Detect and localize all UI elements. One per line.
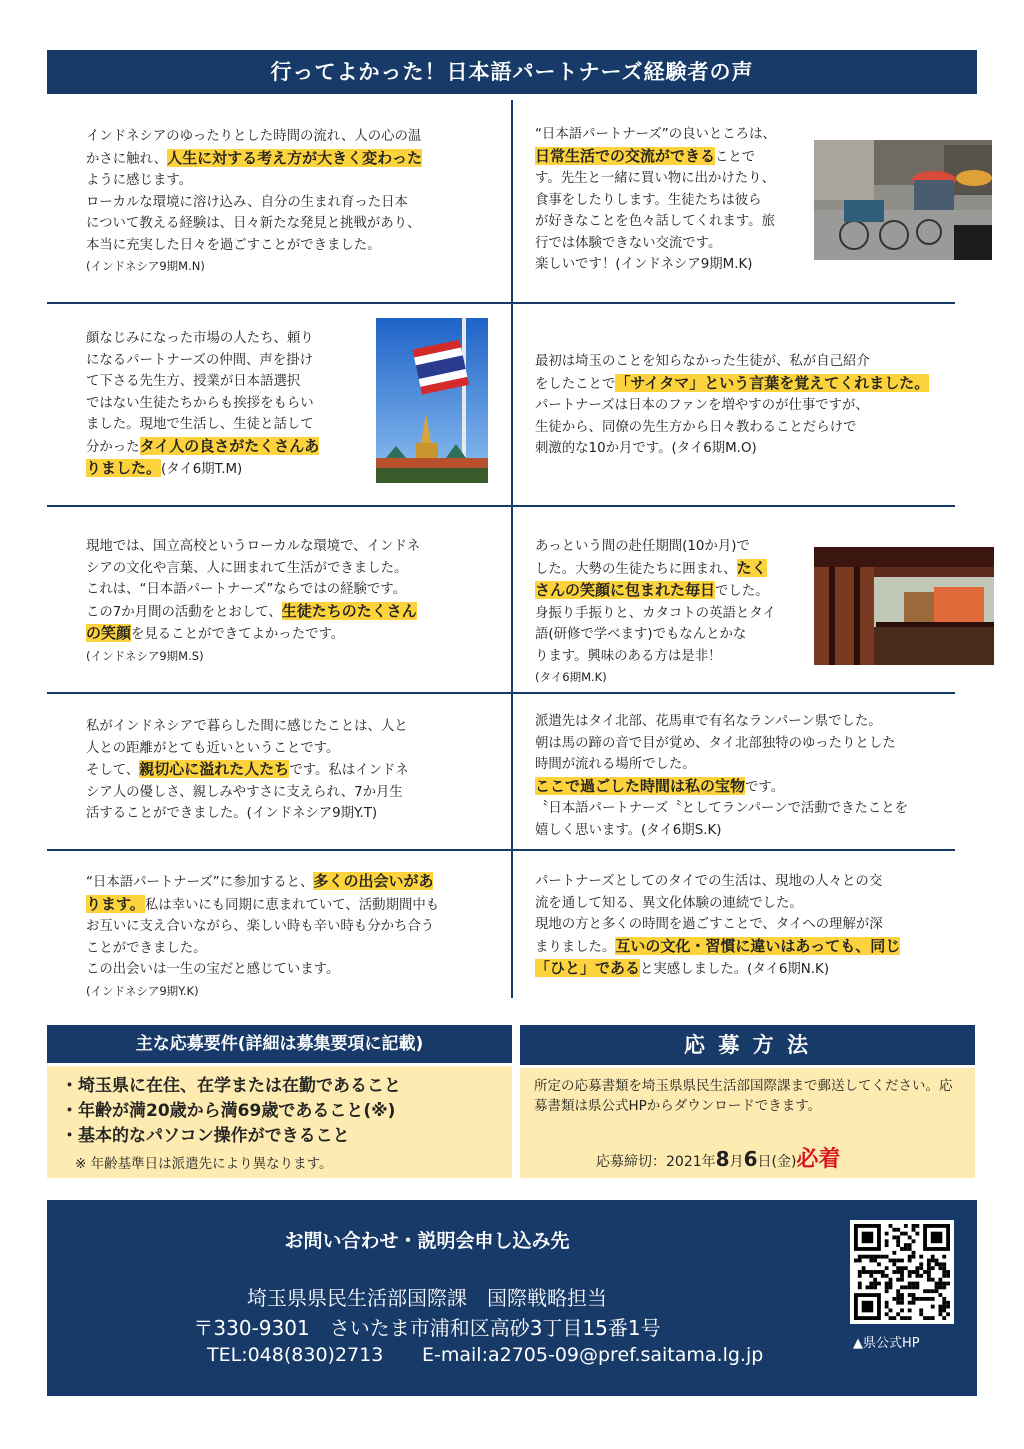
body-text: 食事をしたりします。生徒たちは彼ら xyxy=(535,192,762,208)
deadline-day-unit: 日 xyxy=(757,1154,772,1170)
testimonial-line xyxy=(535,168,815,190)
testimonial xyxy=(535,351,965,460)
testimonial-line xyxy=(86,938,506,960)
body-text: です。私はインドネ xyxy=(289,763,409,778)
testimonial-line xyxy=(86,871,506,894)
testimonial-line xyxy=(86,738,496,760)
testimonial-line xyxy=(86,350,376,372)
contact-address: 〒330-9301 さいたま市浦和区高砂3丁目15番1号 xyxy=(193,1316,661,1340)
body-text: 最初は埼玉のことを知らなかった生徒が、私が自己紹介 xyxy=(535,354,870,369)
body-text: 嬉しく思います。(タイ6期S.K) xyxy=(535,822,722,838)
body-text: ことができました。 xyxy=(86,940,207,956)
row-divider xyxy=(47,302,955,304)
body-text: “日本語パートナーズ”の良いところは、 xyxy=(535,127,776,142)
testimonial-line xyxy=(86,126,496,148)
body-text: 派遣先はタイ北部、花馬車で有名なランパーン県でした。 xyxy=(535,714,882,729)
testimonial-line xyxy=(86,414,376,436)
testimonial-line xyxy=(86,436,376,459)
body-text: (タイ6期T.M) xyxy=(161,462,243,477)
testimonial-line xyxy=(535,254,815,276)
body-text: 楽しいです！(インドネシア9期M.K) xyxy=(535,257,753,272)
body-text: パートナーズは日本のファンを増やすのが仕事ですが、 xyxy=(535,398,869,413)
testimonial-line xyxy=(535,603,815,625)
highlight-text: たく xyxy=(736,558,767,577)
body-text: 〝日本語パートナーズ〝としてランパーンで活動できたことを xyxy=(535,801,909,816)
deadline-month-unit: 月 xyxy=(729,1154,744,1170)
thai-flag-temple-photo xyxy=(376,318,488,483)
veranda-photo xyxy=(814,547,994,665)
testimonial-line xyxy=(535,624,815,646)
testimonial-line xyxy=(86,393,376,415)
body-text: 朝は馬の蹄の音で目が覚め、タイ北部独特のゆったりとした xyxy=(535,735,896,751)
body-text: をしたことで xyxy=(535,376,616,392)
testimonial-line xyxy=(535,558,815,581)
testimonial-line xyxy=(535,233,815,255)
testimonial-line xyxy=(535,438,965,460)
body-text: について教える経験は、日々新たな発見と挑戦があり、 xyxy=(86,216,421,231)
body-text: あっという間の赴任期間(10か月)で xyxy=(535,539,750,554)
qr-code-icon[interactable] xyxy=(850,1220,954,1324)
testimonial-line xyxy=(86,558,496,580)
testimonial xyxy=(86,716,496,825)
testimonial-line xyxy=(535,711,970,733)
requirements-box xyxy=(47,1066,512,1178)
highlight-text: の笑顔 xyxy=(86,624,132,642)
body-text: パートナーズとしてのタイでの生活は、現地の人々との交 xyxy=(535,874,883,889)
requirements-list xyxy=(61,1074,401,1149)
body-text: 分かった xyxy=(86,439,140,455)
testimonial-line xyxy=(535,536,815,558)
body-text: 行では体験できない交流です。 xyxy=(535,235,722,251)
testimonial-line xyxy=(535,733,970,755)
testimonial-line xyxy=(535,820,970,842)
requirement-item: ・基本的なパソコン操作ができること xyxy=(61,1126,350,1146)
testimonial-signature: (タイ6期M.K) xyxy=(535,670,607,684)
testimonial-line xyxy=(86,782,496,804)
body-text: になるパートナーズの仲間、声を掛け xyxy=(86,352,313,368)
contact-tel: TEL:048(830)2713 xyxy=(207,1344,384,1366)
deadline-weekday: (金) xyxy=(771,1154,797,1170)
testimonial-line xyxy=(535,893,955,915)
testimonial-line xyxy=(535,936,955,959)
section-header xyxy=(47,50,977,94)
body-text: かさに触れ、 xyxy=(86,151,168,167)
body-text: 語(研修で学べます)でもなんとかな xyxy=(535,627,747,642)
application-title: 応 募 方 法 xyxy=(684,1033,811,1057)
requirement-item: ・年齢が満20歳から満69歳であること(※) xyxy=(61,1101,396,1121)
testimonial-line xyxy=(86,371,376,393)
contact-panel xyxy=(47,1200,977,1396)
row-divider xyxy=(47,505,955,507)
body-text: 私がインドネシアで暮らした間に感じたことは、人と xyxy=(86,719,408,734)
body-text: この出会いは一生の宝だと感じています。 xyxy=(86,962,340,977)
testimonial-line xyxy=(86,148,496,171)
body-text: 本当に充実した日々を過ごすことができました。 xyxy=(86,237,381,253)
body-text: ローカルな環境に溶け込み、自分の生まれ育った日本 xyxy=(86,194,408,210)
testimonial-line xyxy=(86,536,496,558)
body-text: 顔なじみになった市場の人たち、頼り xyxy=(86,331,314,346)
testimonial-line xyxy=(86,759,496,782)
body-text: でした。 xyxy=(715,584,769,599)
testimonial-line xyxy=(535,190,815,212)
testimonial-line xyxy=(86,328,376,350)
testimonial-line xyxy=(535,871,955,893)
testimonial-line xyxy=(86,458,376,481)
body-text: そして、 xyxy=(86,763,140,778)
testimonial-line xyxy=(86,601,496,624)
requirement-item: ・埼玉県に在住、在学または在勤であること xyxy=(61,1076,401,1096)
row-divider xyxy=(47,849,955,851)
body-text: “日本語パートナーズ”に参加すると、 xyxy=(86,875,314,890)
testimonial-line xyxy=(86,894,506,917)
body-text: ではない生徒たちからも挨拶をもらい xyxy=(86,395,314,411)
body-text: て下さる先生方、授業が日本語選択 xyxy=(86,374,301,389)
testimonial-line xyxy=(86,213,496,235)
testimonial-line xyxy=(535,351,965,373)
body-text: 人との距離がとても近いということです。 xyxy=(86,740,340,756)
body-text: 身振り手振りと、カタコトの英語とタイ xyxy=(535,605,776,621)
testimonial-line xyxy=(535,373,965,396)
requirements-note: ※ 年齢基準日は派遣先により異なります。 xyxy=(75,1156,333,1172)
testimonial-signature: (インドネシア9期M.N) xyxy=(86,259,205,273)
body-text: す。先生と一緒に買い物に出かけたり、 xyxy=(535,171,775,186)
application-deadline xyxy=(596,1142,840,1173)
testimonial-line xyxy=(535,211,815,233)
body-text: 時間が流れる場所でした。 xyxy=(535,757,696,772)
body-text: と実感しました。(タイ6期N.K) xyxy=(640,962,830,977)
testimonial-line xyxy=(535,124,815,146)
testimonial-line xyxy=(86,235,496,257)
testimonial-line xyxy=(535,914,955,936)
body-text: 流を通して知る、異文化体験の連続でした。 xyxy=(535,895,803,911)
application-body: 所定の応募書類を埼玉県県民生活部国際課まで郵送してください。応募書類は県公式HPからダウンロードできます。 xyxy=(534,1078,953,1114)
testimonial xyxy=(535,711,970,841)
deadline-day: 6 xyxy=(743,1147,758,1171)
testimonial-line xyxy=(535,754,970,776)
testimonial-line xyxy=(86,803,496,825)
body-text: ことで xyxy=(715,149,756,165)
body-text: ました。現地で生活し、生徒と話して xyxy=(86,417,314,432)
rickshaw-street-photo xyxy=(814,140,992,260)
body-text: お互いに支え合いながら、楽しい時も辛い時も分かち合う xyxy=(86,919,435,934)
requirements-header xyxy=(47,1025,512,1063)
contact-email[interactable]: E-mail:a2705-09@pref.saitama.lg.jp xyxy=(422,1344,764,1366)
highlight-text: タイ人の良さがたくさんあ xyxy=(139,436,320,455)
body-text: シア人の優しさ、親しみやすさに支えられ、7か月生 xyxy=(86,784,403,800)
application-box xyxy=(520,1068,975,1178)
testimonial-line xyxy=(86,579,496,601)
testimonial xyxy=(535,536,815,689)
highlight-text: さんの笑顔に包まれた毎日 xyxy=(535,581,716,599)
testimonial xyxy=(86,871,506,1002)
testimonial-line xyxy=(535,776,970,799)
highlight-text: ここで過ごした時間は私の宝物 xyxy=(535,776,746,795)
testimonial xyxy=(86,328,376,481)
testimonial-line xyxy=(535,798,970,820)
body-text: 私は幸いにも同期に恵まれていて、活動期間中も xyxy=(144,897,440,913)
testimonial-line xyxy=(535,146,815,169)
body-text: この7か月間の活動をとおして、 xyxy=(86,604,282,620)
testimonial-line xyxy=(535,395,965,417)
contact-title: お問い合わせ・説明会申し込み先 xyxy=(284,1230,570,1252)
body-text: 生徒から、同僚の先生方から日々教わることだらけで xyxy=(535,419,857,435)
highlight-text: 日常生活での交流ができる xyxy=(535,146,716,165)
highlight-text: 「サイタマ」という言葉を覚えてくれました。 xyxy=(615,373,930,392)
testimonial-signature: (インドネシア9期M.S) xyxy=(86,648,204,663)
testimonial-signature: (インドネシア9期Y.K) xyxy=(86,983,199,998)
testimonial-line xyxy=(535,580,815,603)
highlight-text: ります。 xyxy=(86,894,145,913)
highlight-text: 親切心に溢れた人たち xyxy=(139,760,290,778)
testimonial-line xyxy=(86,623,496,646)
body-text: ように感じます。 xyxy=(86,173,193,188)
deadline-month: 8 xyxy=(715,1147,730,1171)
body-text: です。 xyxy=(745,779,785,795)
testimonial-line xyxy=(86,192,496,214)
row-divider xyxy=(47,692,955,694)
highlight-text: 互いの文化・習慣に違いはあっても、同じ xyxy=(615,936,901,955)
column-divider xyxy=(511,100,513,998)
body-text: した。大勢の生徒たちに囲まれ、 xyxy=(535,561,737,577)
testimonial-line xyxy=(535,417,965,439)
testimonial-line xyxy=(86,916,506,938)
body-text: 現地では、国立高校というローカルな環境で、インドネ xyxy=(86,539,421,554)
testimonial-line xyxy=(535,646,815,668)
body-text: が好きなことを色々話してくれます。旅 xyxy=(535,214,775,229)
deadline-label: 応募締切：2021年 xyxy=(596,1154,716,1170)
body-text: 活することができました。(インドネシア9期Y.T) xyxy=(86,806,378,821)
testimonial xyxy=(535,871,955,981)
body-text: これは、“日本語パートナーズ”ならではの経験です。 xyxy=(86,582,406,597)
highlight-text: 生徒たちのたくさん xyxy=(281,601,417,620)
application-header xyxy=(520,1025,975,1065)
body-text: 刺激的な10か月です。(タイ6期M.O) xyxy=(535,441,757,456)
body-text: まりました。 xyxy=(535,939,616,955)
testimonial-line xyxy=(86,959,506,981)
body-text: ります。興味のある方は是非！ xyxy=(535,648,722,664)
highlight-text: 「ひと」である xyxy=(535,959,641,977)
deadline-must: 必着 xyxy=(796,1147,841,1172)
testimonial xyxy=(86,126,496,278)
body-text: インドネシアのゆったりとした時間の流れ、人の心の温 xyxy=(86,129,422,144)
body-text: シアの文化や言葉、人に囲まれて生活ができました。 xyxy=(86,560,408,576)
testimonial-line xyxy=(86,170,496,192)
body-text: を見ることができてよかったです。 xyxy=(131,627,345,642)
highlight-text: りました。 xyxy=(86,459,162,477)
highlight-text: 多くの出会いがあ xyxy=(313,872,434,890)
qr-caption: ▲県公式HP xyxy=(853,1336,920,1351)
testimonial-line xyxy=(86,716,496,738)
testimonial-line xyxy=(535,958,955,981)
contact-dept: 埼玉県県民生活部国際課 国際戦略担当 xyxy=(247,1286,607,1310)
body-text: 現地の方と多くの時間を過ごすことで、タイへの理解が深 xyxy=(535,917,883,932)
testimonial xyxy=(86,536,496,667)
section-title: 行ってよかった！日本語パートナーズ経験者の声 xyxy=(270,60,754,84)
testimonial xyxy=(535,124,815,276)
requirements-title: 主な応募要件(詳細は募集要項に記載) xyxy=(135,1034,424,1054)
highlight-text: 人生に対する考え方が大きく変わった xyxy=(167,148,423,167)
